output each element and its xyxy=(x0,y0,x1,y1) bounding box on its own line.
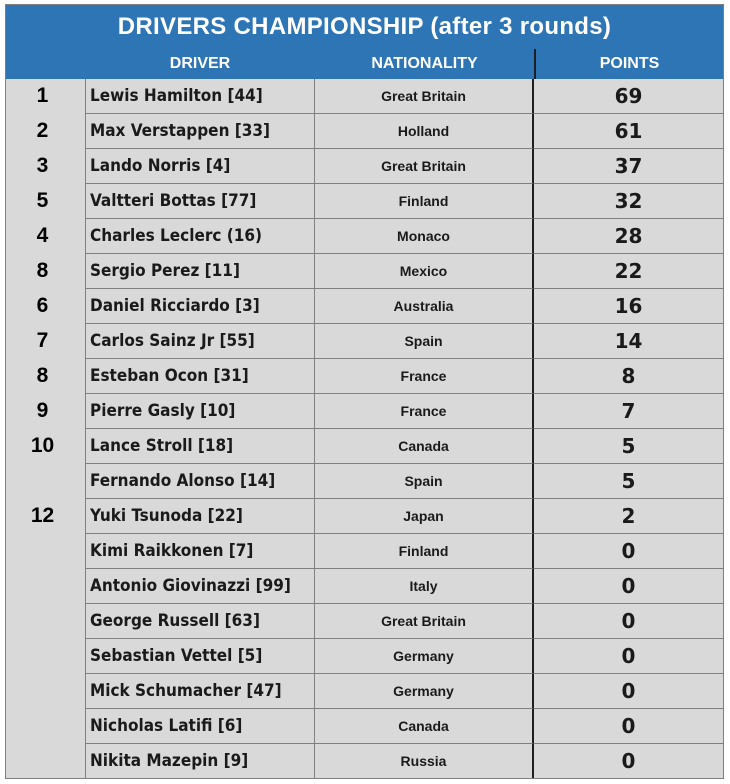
driver-cell: Sebastian Vettel [5] xyxy=(85,639,315,674)
table-row xyxy=(6,219,723,254)
points-cell: 0 xyxy=(534,569,723,604)
table-row xyxy=(6,79,723,114)
nationality-cell: Spain xyxy=(315,464,534,499)
driver-cell: Lewis Hamilton [44] xyxy=(85,79,315,114)
points-cell: 37 xyxy=(534,149,723,184)
driver-cell: Lando Norris [4] xyxy=(85,149,315,184)
nationality-cell: France xyxy=(315,394,534,429)
driver-cell: George Russell [63] xyxy=(85,604,315,639)
position-cell: 5 xyxy=(36,189,49,212)
table-row xyxy=(6,289,723,324)
driver-cell: Antonio Giovinazzi [99] xyxy=(85,569,315,604)
points-cell: 0 xyxy=(534,744,723,779)
nationality-cell: Canada xyxy=(315,709,534,744)
table-row xyxy=(6,184,723,219)
position-cell: 8 xyxy=(36,364,49,387)
position-cell: 6 xyxy=(36,294,49,317)
position-cell: 8 xyxy=(36,259,49,282)
points-cell: 5 xyxy=(534,429,723,464)
table-row xyxy=(6,324,723,359)
driver-cell: Sergio Perez [11] xyxy=(85,254,315,289)
position-cell xyxy=(6,674,85,709)
points-cell: 5 xyxy=(534,464,723,499)
points-cell: 0 xyxy=(534,709,723,744)
nationality-cell: Japan xyxy=(315,499,534,534)
driver-cell: Mick Schumacher [47] xyxy=(85,674,315,709)
nationality-cell: Germany xyxy=(315,639,534,674)
points-cell: 7 xyxy=(534,394,723,429)
table-row xyxy=(6,534,723,569)
driver-cell: Nicholas Latifi [6] xyxy=(85,709,315,744)
position-cell: 3 xyxy=(36,154,49,177)
nationality-cell: Canada xyxy=(315,429,534,464)
standings-table xyxy=(5,4,724,779)
header-points: POINTS xyxy=(599,55,660,72)
table-row xyxy=(6,709,723,744)
table-row xyxy=(6,254,723,289)
nationality-cell: Germany xyxy=(315,674,534,709)
position-cell: 1 xyxy=(36,84,49,107)
position-cell: 2 xyxy=(36,119,49,142)
table-row xyxy=(6,114,723,149)
header-row xyxy=(6,49,723,79)
table-row xyxy=(6,394,723,429)
table-row xyxy=(6,604,723,639)
table-row xyxy=(6,674,723,709)
nationality-cell: Holland xyxy=(315,114,534,149)
position-cell xyxy=(6,709,85,744)
position-cell: 9 xyxy=(36,399,49,422)
position-cell xyxy=(6,604,85,639)
table-row xyxy=(6,149,723,184)
points-cell: 0 xyxy=(534,534,723,569)
position-cell: 12 xyxy=(30,504,55,527)
points-cell: 0 xyxy=(534,604,723,639)
table-row xyxy=(6,464,723,499)
points-cell: 22 xyxy=(534,254,723,289)
points-cell: 16 xyxy=(534,289,723,324)
driver-cell: Fernando Alonso [14] xyxy=(85,464,315,499)
driver-cell: Daniel Ricciardo [3] xyxy=(85,289,315,324)
nationality-cell: France xyxy=(315,359,534,394)
points-cell: 2 xyxy=(534,499,723,534)
table-body xyxy=(6,79,723,779)
header-nationality: NATIONALITY xyxy=(315,49,536,79)
points-cell: 69 xyxy=(534,79,723,114)
driver-cell: Max Verstappen [33] xyxy=(85,114,315,149)
position-cell xyxy=(6,464,85,499)
table-row xyxy=(6,569,723,604)
driver-cell: Kimi Raikkonen [7] xyxy=(85,534,315,569)
nationality-cell: Great Britain xyxy=(315,604,534,639)
table-row xyxy=(6,744,723,779)
position-cell: 7 xyxy=(36,329,49,352)
nationality-cell: Great Britain xyxy=(315,79,534,114)
position-cell: 4 xyxy=(36,224,49,247)
table-row xyxy=(6,639,723,674)
driver-cell: Valtteri Bottas [77] xyxy=(85,184,315,219)
table-row xyxy=(6,499,723,534)
position-cell xyxy=(6,639,85,674)
position-cell: 10 xyxy=(30,434,55,457)
nationality-cell: Great Britain xyxy=(315,149,534,184)
driver-cell: Nikita Mazepin [9] xyxy=(85,744,315,779)
header-position xyxy=(6,49,85,79)
nationality-cell: Monaco xyxy=(315,219,534,254)
nationality-cell: Mexico xyxy=(315,254,534,289)
nationality-cell: Russia xyxy=(315,744,534,779)
points-cell: 0 xyxy=(534,639,723,674)
position-cell xyxy=(6,569,85,604)
points-cell: 14 xyxy=(534,324,723,359)
points-cell: 0 xyxy=(534,674,723,709)
points-cell: 8 xyxy=(534,359,723,394)
nationality-cell: Spain xyxy=(315,324,534,359)
table-row xyxy=(6,429,723,464)
driver-cell: Yuki Tsunoda [22] xyxy=(85,499,315,534)
table-title: DRIVERS CHAMPIONSHIP (after 3 rounds) xyxy=(6,5,723,49)
driver-cell: Carlos Sainz Jr [55] xyxy=(85,324,315,359)
driver-cell: Lance Stroll [18] xyxy=(85,429,315,464)
points-cell: 32 xyxy=(534,184,723,219)
points-cell: 61 xyxy=(534,114,723,149)
driver-cell: Esteban Ocon [31] xyxy=(85,359,315,394)
nationality-cell: Finland xyxy=(315,534,534,569)
nationality-cell: Finland xyxy=(315,184,534,219)
nationality-cell: Australia xyxy=(315,289,534,324)
table-row xyxy=(6,359,723,394)
position-cell xyxy=(6,534,85,569)
header-driver: DRIVER xyxy=(169,55,231,72)
driver-cell: Charles Leclerc (16) xyxy=(85,219,315,254)
position-cell xyxy=(6,744,85,779)
points-cell: 28 xyxy=(534,219,723,254)
nationality-cell: Italy xyxy=(315,569,534,604)
driver-cell: Pierre Gasly [10] xyxy=(85,394,315,429)
